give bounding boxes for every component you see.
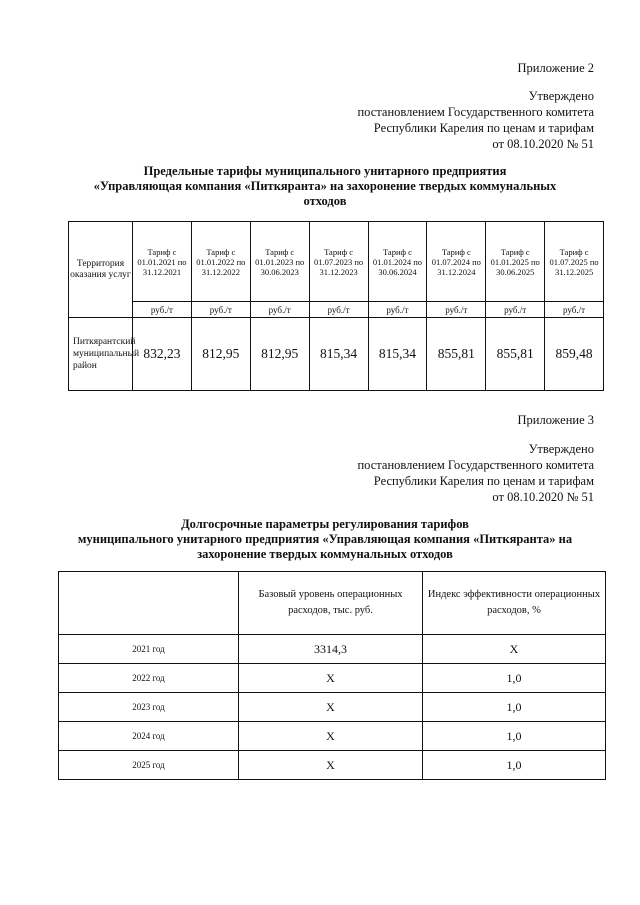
- approval-line: Утверждено: [528, 442, 594, 456]
- tariff-value: 859,48: [545, 318, 604, 391]
- table-row: [59, 693, 606, 722]
- tariff-value: 832,23: [133, 318, 192, 391]
- tariff-header: Тариф с 01.07.2025 по 31.12.2025: [545, 222, 604, 302]
- efficiency-index-cell: 1,0: [423, 722, 606, 751]
- table-row: [59, 664, 606, 693]
- base-level-cell: X: [239, 751, 423, 780]
- approval-line: от 08.10.2020 № 51: [492, 490, 594, 504]
- year-cell: 2025 год: [59, 751, 239, 780]
- approval-line: Республики Карелия по ценам и тарифам: [373, 474, 594, 488]
- unit-cell: руб./т: [486, 302, 545, 318]
- territory-cell: Питкярантский муниципальный район: [69, 318, 133, 391]
- efficiency-index-cell: X: [423, 635, 606, 664]
- regulation-parameters-table: [58, 571, 606, 780]
- efficiency-index-cell: 1,0: [423, 693, 606, 722]
- unit-cell: руб./т: [427, 302, 486, 318]
- approval-line: постановлением Государственного комитета: [357, 105, 594, 119]
- title-line: «Управляющая компания «Питкяранта» на захоронение твердых коммунальных: [93, 179, 557, 193]
- table-row: [59, 635, 606, 664]
- unit-cell: руб./т: [368, 302, 427, 318]
- empty-header: [59, 572, 239, 635]
- title-line: отходов: [303, 194, 347, 208]
- unit-cell: руб./т: [309, 302, 368, 318]
- approval-line: постановлением Государственного комитета: [357, 458, 594, 472]
- tariff-header: Тариф с 01.07.2024 по 31.12.2024: [427, 222, 486, 302]
- unit-cell: руб./т: [545, 302, 604, 318]
- tariff-header: Тариф с 01.01.2023 по 30.06.2023: [250, 222, 309, 302]
- approval-line: Утверждено: [528, 89, 594, 103]
- approval-line: Республики Карелия по ценам и тарифам: [373, 121, 594, 135]
- year-cell: 2023 год: [59, 693, 239, 722]
- tariff-header: Тариф с 01.01.2022 по 31.12.2022: [191, 222, 250, 302]
- tariff-value: 855,81: [486, 318, 545, 391]
- efficiency-index-cell: 1,0: [423, 664, 606, 693]
- title-line: муниципального унитарного предприятия «Управляющая компания «Питкяранта» на: [77, 532, 573, 546]
- appendix-3-title: [40, 517, 610, 562]
- year-cell: 2021 год: [59, 635, 239, 664]
- unit-cell: руб./т: [133, 302, 192, 318]
- table-row: [59, 751, 606, 780]
- year-cell: 2022 год: [59, 664, 239, 693]
- base-level-header: Базовый уровень операционных расходов, тыс. руб.: [239, 572, 423, 635]
- efficiency-index-header: Индекс эффективности операционных расходов, %: [423, 572, 606, 635]
- title-line: Предельные тарифы муниципального унитарного предприятия: [143, 164, 507, 178]
- tariff-header: Тариф с 01.07.2023 по 31.12.2023: [309, 222, 368, 302]
- base-level-cell: 3314,3: [239, 635, 423, 664]
- appendix-2-label: Приложение 2: [517, 61, 594, 75]
- appendix-2-approval: [357, 88, 594, 152]
- title-line: захоронение твердых коммунальных отходов: [197, 547, 453, 561]
- unit-cell: руб./т: [191, 302, 250, 318]
- title-line: Долгосрочные параметры регулирования тарифов: [181, 517, 469, 531]
- base-level-cell: X: [239, 664, 423, 693]
- tariff-table: [68, 221, 604, 391]
- territory-header: Территория оказания услуг: [69, 222, 133, 318]
- base-level-cell: X: [239, 693, 423, 722]
- efficiency-index-cell: 1,0: [423, 751, 606, 780]
- tariff-value: 855,81: [427, 318, 486, 391]
- approval-line: от 08.10.2020 № 51: [492, 137, 594, 151]
- unit-cell: руб./т: [250, 302, 309, 318]
- appendix-3-label: Приложение 3: [517, 413, 594, 427]
- tariff-header: Тариф с 01.01.2024 по 30.06.2024: [368, 222, 427, 302]
- tariff-value: 812,95: [191, 318, 250, 391]
- tariff-header: Тариф с 01.01.2021 по 31.12.2021: [133, 222, 192, 302]
- tariff-value: 812,95: [250, 318, 309, 391]
- tariff-value: 815,34: [368, 318, 427, 391]
- appendix-2-title: [40, 164, 610, 209]
- appendix-3-approval: [357, 441, 594, 505]
- tariff-header: Тариф с 01.01.2025 по 30.06.2025: [486, 222, 545, 302]
- base-level-cell: X: [239, 722, 423, 751]
- tariff-value: 815,34: [309, 318, 368, 391]
- table-row: [59, 722, 606, 751]
- year-cell: 2024 год: [59, 722, 239, 751]
